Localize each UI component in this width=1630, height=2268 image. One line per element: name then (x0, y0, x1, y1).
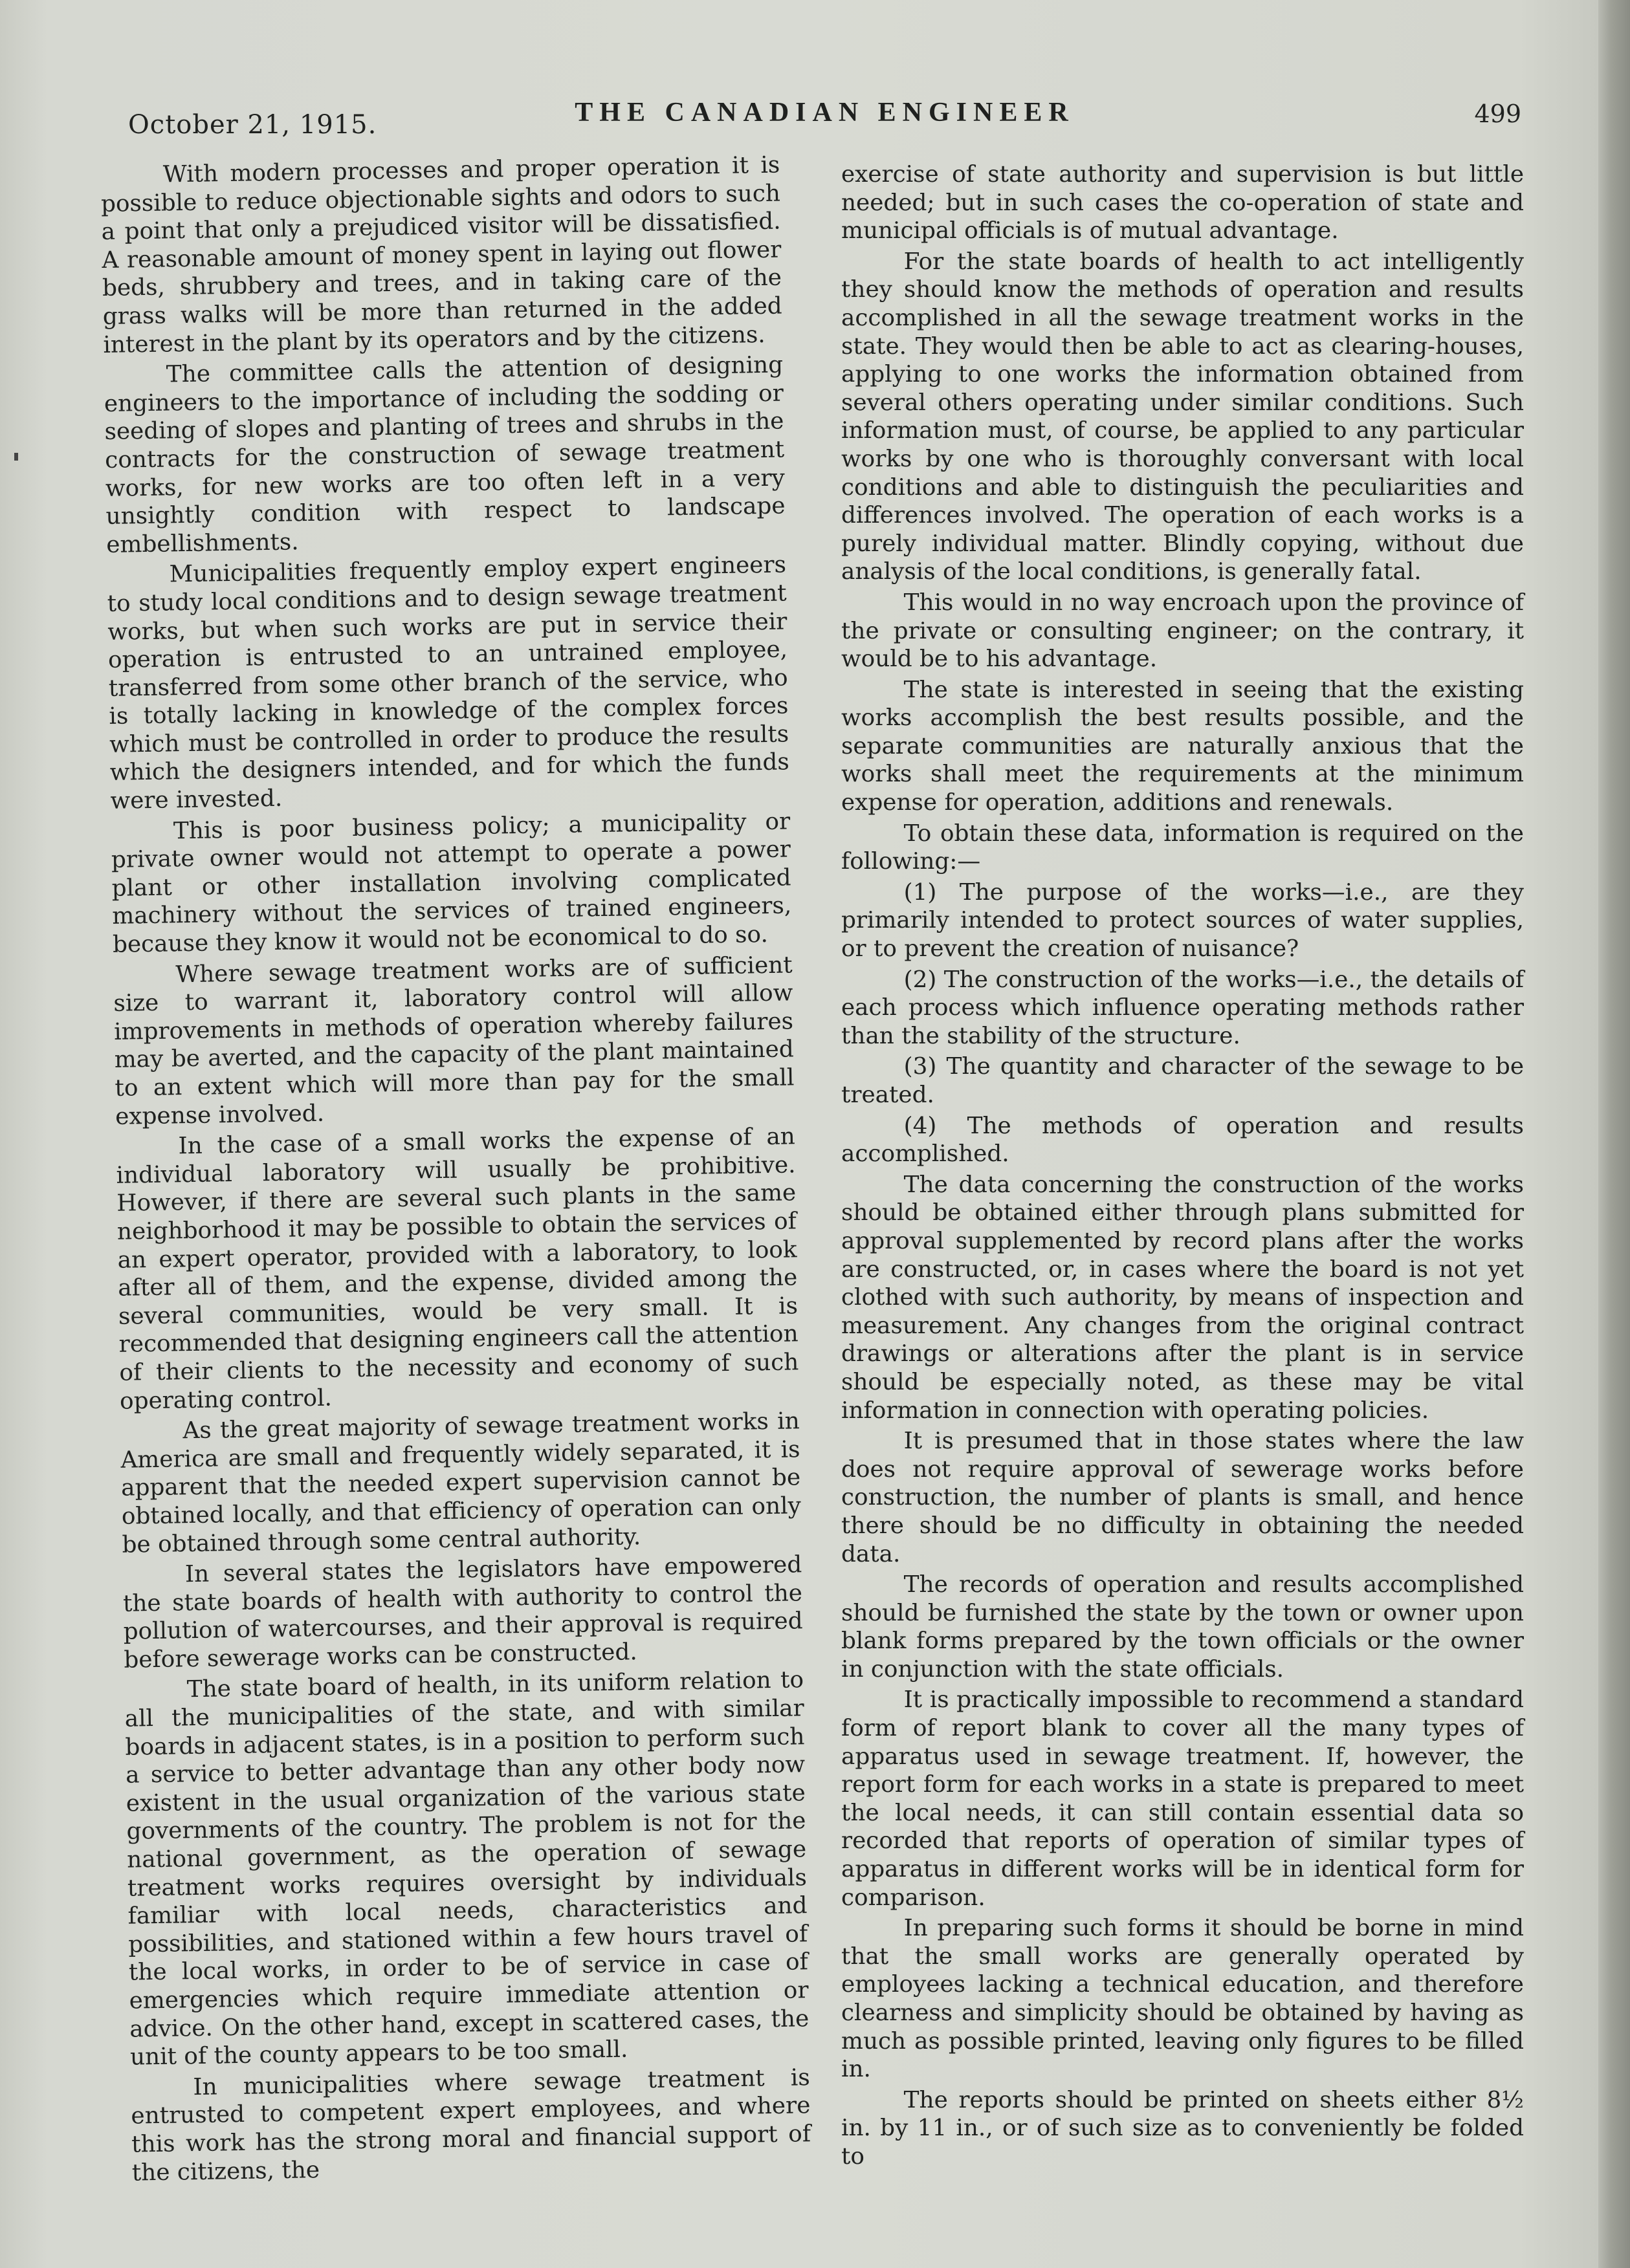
issue-date: October 21, 1915. (128, 110, 377, 140)
paragraph: Where sewage treatment works are of sufficient size to warrant it, laboratory control will allow improvements in methods of operation whereby failures may be averted, and the capacity of the plant maintained to an extent which will more than pay for the small expense involved. (113, 951, 795, 1130)
continued-paragraph: exercise of state authority and supervision is but little needed; but in such cases the co-operation of state and municipal officials is of mutual advantage. (841, 161, 1524, 245)
margin-mark (14, 453, 18, 461)
page-header (123, 91, 1526, 142)
page-edge-binding (1598, 0, 1630, 2268)
paragraph: The committee calls the attention of designing engineers to the importance of including the sodding or seeding of slopes and planting of trees and shrubs in the contracts for the construction of sewage treatment works, for new works are too often left in a very unsightly condition with respect to landscape embellishments. (104, 351, 786, 558)
paragraph: It is practically impossible to recommend a standard form of report blank to cover all the many types of apparatus used in sewage treatment. If, however, the report form for each works in a state is prepared to meet the local needs, it can still contain essential data so recorded that reports of operation of similar types of apparatus in different works will be in identical form for comparison. (841, 1686, 1524, 1911)
paragraph: Municipalities frequently employ expert engineers to study local conditions and to design sewage treatment works, but when such works are put in service their operation is entrusted to an untrained employee, transferred from some other branch of the service, who is totally lacking in knowledge of the complex forces which must be controlled in order to produce the results which the designers intended, and for which the funds were invested. (107, 551, 790, 814)
paragraph: The state is interested in seeing that the existing works accomplish the best results possible, and the separate communities are naturally anxious that the works shall meet the requirements at the minimum expense for operation, additions and renewals. (841, 676, 1524, 816)
journal-title: THE CANADIAN ENGINEER (575, 98, 1075, 127)
paragraph: With modern processes and proper operation it is possible to reduce objectionable sights and odors to such a point that only a prejudiced visitor will be dissatisfied. A reasonable amount of money spent in laying out flower beds, shrubbery and trees, and in taking care of the grass walks will be more than returned in the added interest in the plant by its operators and by the citizens. (100, 151, 782, 358)
paragraph: In preparing such forms it should be borne in mind that the small works are generally operated by employees lacking a technical education, and therefore clearness and simplicity should be obtained by having as much as possible printed, leaving only figures to be filled in. (841, 1915, 1524, 2083)
right-column (841, 160, 1524, 2174)
paragraph: The data concerning the construction of the works should be obtained either through plans submitted for approval supplemented by record plans after the works are constructed, or, in cases where the board is not yet clothed with such authority, by means of inspection and measurement. Any changes from the original contract drawings or alterations after the plant is in service should be especially noted, as these may be vital information in connection with operating policies. (841, 1171, 1524, 1424)
list-item: (3) The quantity and character of the sewage to be treated. (841, 1053, 1524, 1108)
paragraph: The records of operation and results accomplished should be furnished the state by the town or owner upon blank forms prepared by the town officials or the owner in conjunction with the state officials. (841, 1571, 1524, 1683)
paragraph: It is presumed that in those states where the law does not require approval of sewerage works before construction, the number of plants is small, and hence there should be no difficulty in obtaining the needed data. (841, 1428, 1524, 1567)
paragraph: To obtain these data, information is required on the following:— (841, 820, 1524, 875)
list-item: (2) The construction of the works—i.e., the details of each process which influence operating methods rather than the stability of the structure. (841, 966, 1524, 1049)
paragraph: This would in no way encroach upon the province of the private or consulting engineer; on the contrary, it would be to his advantage. (841, 589, 1524, 673)
paragraph: The state board of health, in its uniform relation to all the municipalities of the state, and with similar boards in adjacent states, is in a position to perform such a service to better advantage than any other body now existent in the usual organization of the various state governments of the country. The problem is not for the national government, as the operation of sewage treatment works requires oversight by individuals familiar with local needs, characteristics and possibilities, and stationed within a few hours travel of the local works, in order to be of service in case of emergencies which require immediate attention or advice. On the other hand, except in scattered cases, the unit of the county appears to be too small. (124, 1666, 809, 2071)
list-item: (1) The purpose of the works—i.e., are they primarily intended to protect sources of water supplies, or to prevent the creation of nuisance? (841, 878, 1524, 963)
paragraph: This is poor business policy; a municipality or private owner would not attempt to operate a power plant or other installation involving complicated machinery without the services of trained engineers, because they know it would not be economical to do so. (111, 808, 792, 958)
left-column (100, 151, 811, 2190)
paragraph: In several states the legislators have empowered the state boards of health with authority to control the pollution of watercourses, and their approval is required before sewerage works can be constructed. (122, 1551, 803, 1674)
page-number: 499 (1474, 100, 1521, 128)
paragraph: For the state boards of health to act intelligently they should know the methods of operation and results accomplished in all the sewage treatment works in the state. They would then be able to act as clearing-houses, applying to one works the information obtained from several others operating under similar conditions. Such information must, of course, be applied to any particular works by one who is thoroughly conversant with local conditions and able to distinguish the peculiarities and differences involved. The operation of each works is a purely individual matter. Blindly copying, without due analysis of the local conditions, is generally fatal. (841, 248, 1524, 585)
paragraph: In the case of a small works the expense of an individual laboratory will usually be prohibitive. However, if there are several such plants in the same neighborhood it may be possible to obtain the services of an expert operator, provided with a laboratory, to look after all of them, and the expense, divided among the several communities, would be very small. It is recommended that designing engineers call the attention of their clients to the necessity and economy of such operating control. (116, 1123, 799, 1415)
paragraph: As the great majority of sewage treatment works in America are small and frequently widely separated, it is apparent that the needed expert supervision cannot be obtained locally, and that efficiency of operation can only be obtained through some central authority. (120, 1408, 802, 1558)
paragraph: The reports should be printed on sheets either 8½ in. by 11 in., or of such size as to conveniently be folded to (841, 2086, 1524, 2170)
paragraph: In municipalities where sewage treatment is entrusted to competent expert employees, and where this work has the strong moral and financial support of the citizens, the (131, 2064, 811, 2186)
list-item: (4) The methods of operation and results accomplished. (841, 1112, 1524, 1168)
